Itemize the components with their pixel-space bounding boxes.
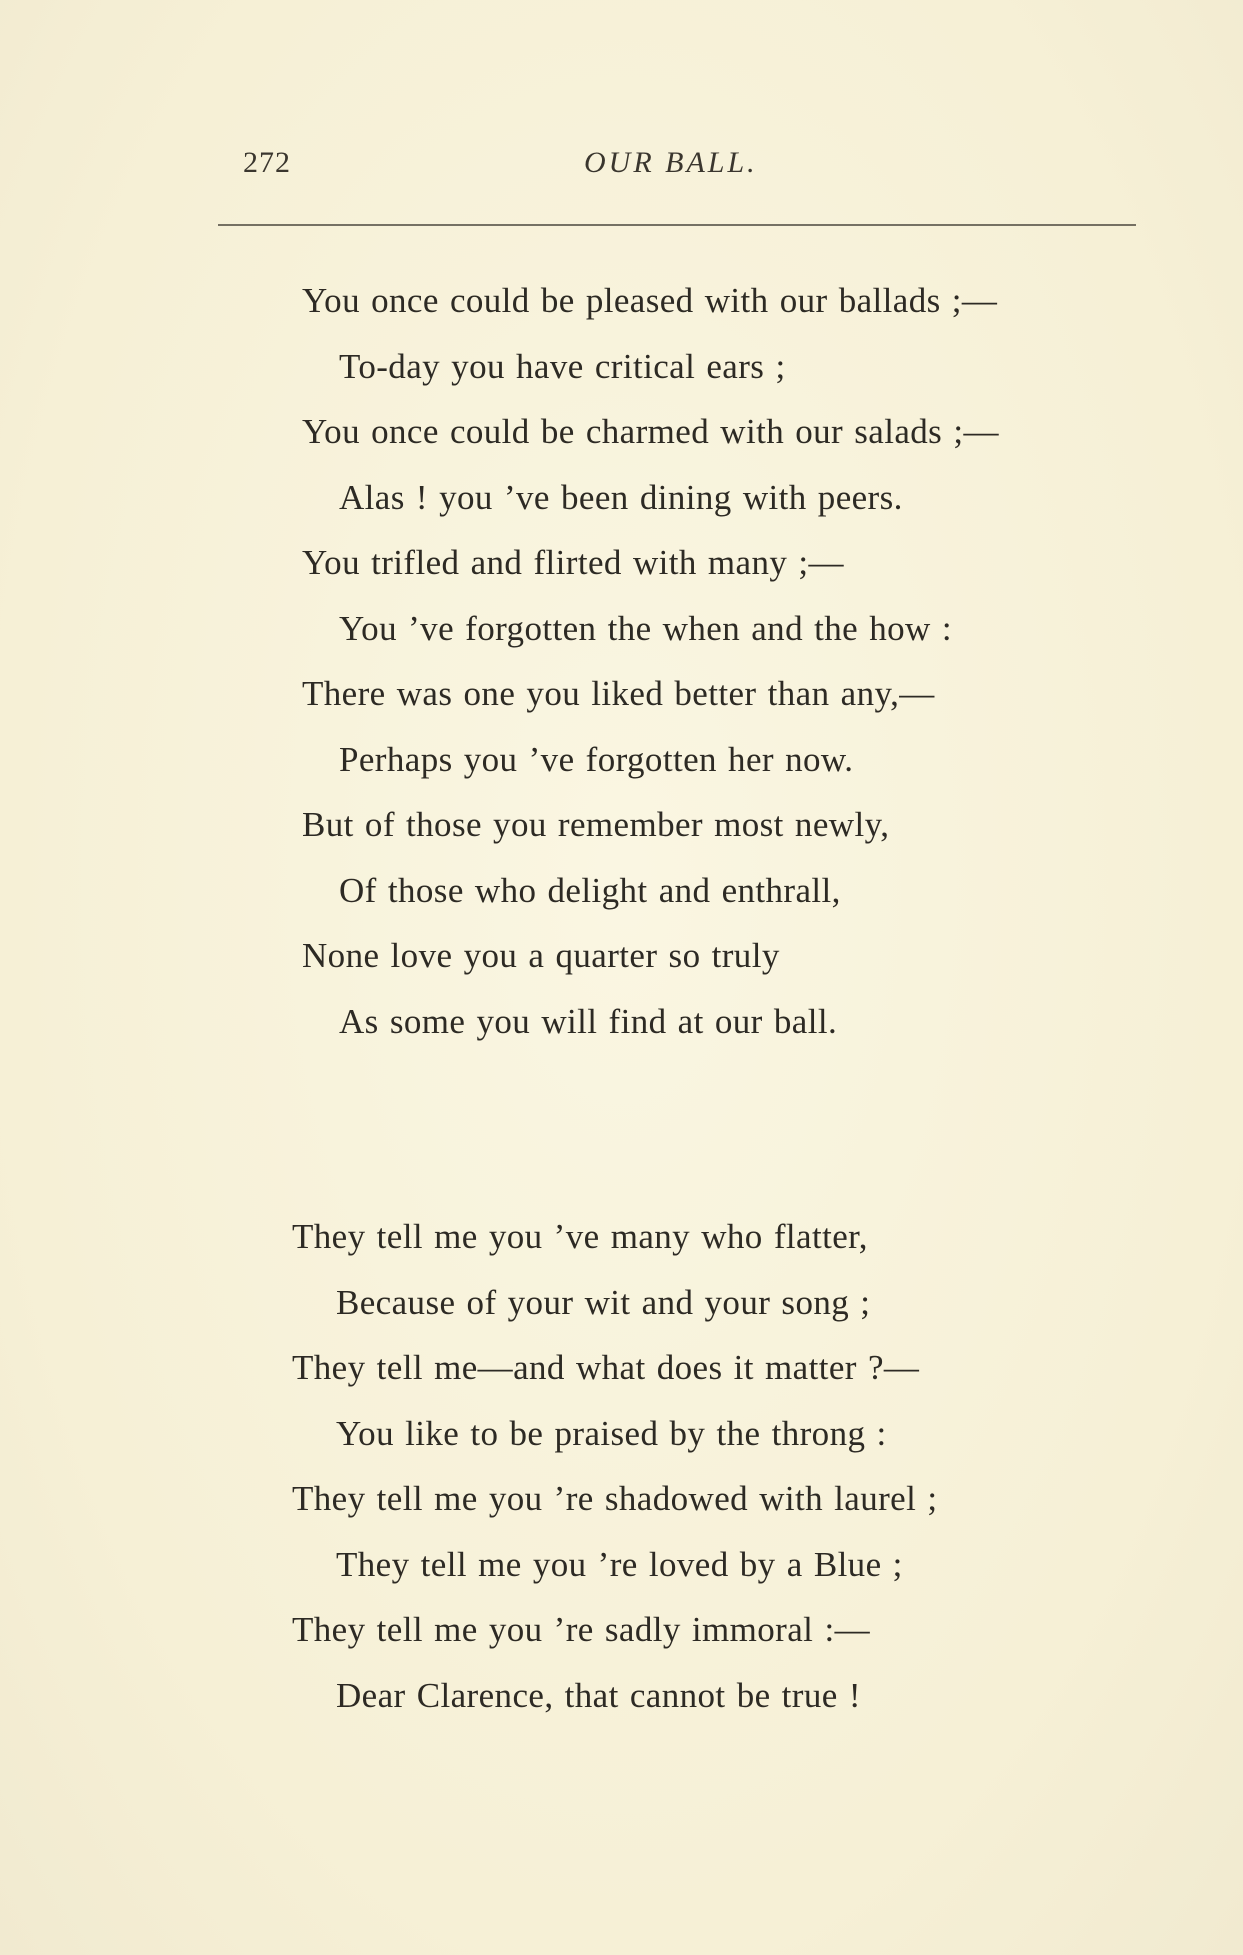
poem-line: But of those you remember most newly,	[302, 805, 890, 844]
poem-line: Perhaps you ’ve forgotten her now.	[339, 739, 854, 779]
poem-line: There was one you liked better than any,—	[302, 674, 935, 713]
poem-line: Dear Clarence, that cannot be true !	[336, 1675, 861, 1715]
page-header	[0, 138, 1243, 188]
stanza-2	[0, 1204, 1243, 1728]
poem-line: You once could be charmed with our salads ;—	[302, 412, 999, 451]
poem-line: Of those who delight and enthrall,	[339, 870, 841, 910]
running-title: OUR BALL.	[584, 146, 758, 179]
poem-line: Alas ! you ’ve been dining with peers.	[339, 477, 903, 517]
poem-line: You trifled and flirted with many ;—	[302, 543, 844, 582]
header-rule	[218, 224, 1136, 226]
poem-line: They tell me you ’ve many who flatter,	[292, 1217, 868, 1256]
stanza-1	[0, 268, 1243, 1054]
poem-line: They tell me you ’re loved by a Blue ;	[336, 1544, 903, 1584]
poem-line: They tell me you ’re shadowed with laurel ;	[292, 1479, 938, 1518]
poem-line: None love you a quarter so truly	[302, 936, 780, 975]
poem-line: They tell me you ’re sadly immoral :—	[292, 1610, 870, 1649]
poem-line: You like to be praised by the throng :	[336, 1413, 887, 1453]
poem-line: To-day you have critical ears ;	[339, 346, 786, 386]
page-number: 272	[243, 146, 291, 179]
poem-line: They tell me—and what does it matter ?—	[292, 1348, 920, 1387]
poem-line: As some you will find at our ball.	[339, 1001, 838, 1041]
poem-line: You once could be pleased with our ballads ;—	[302, 281, 998, 320]
poem-line: You ’ve forgotten the when and the how :	[339, 608, 952, 648]
poem-line: Because of your wit and your song ;	[336, 1282, 871, 1322]
